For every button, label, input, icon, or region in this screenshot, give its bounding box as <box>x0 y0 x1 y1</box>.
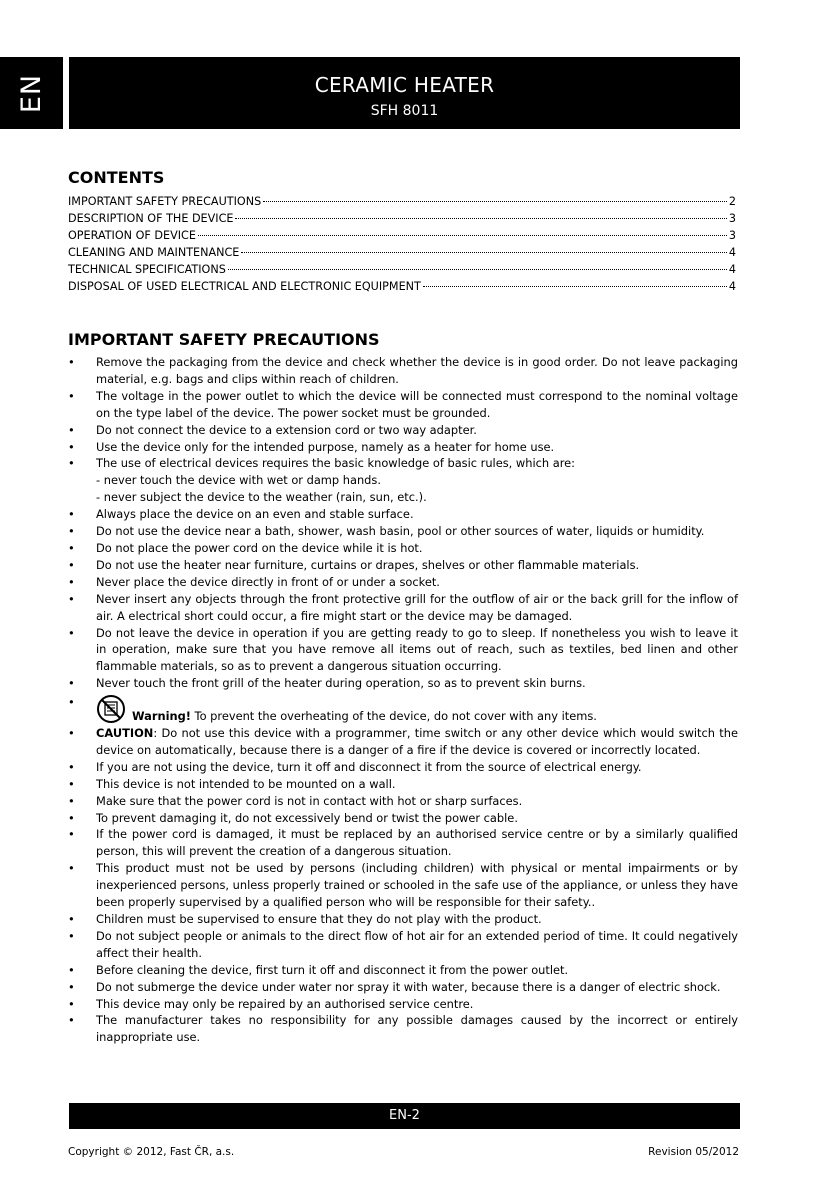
toc-entry <box>68 210 736 227</box>
list-item: • Do not leave the device in operation if you are getting ready to go to sleep. If nonetheless you wish to leave it in operation, make sure that you have remove all items out of reach, such as textiles, bed linen and other flammable materials, so as to prevent a dangerous situation occurring. <box>68 625 738 676</box>
toc-title: DISPOSAL OF USED ELECTRICAL AND ELECTRONIC EQUIPMENT <box>68 280 421 293</box>
list-item: • Never touch the front grill of the heater during operation, so as to prevent skin burns. <box>68 675 738 692</box>
toc-title: TECHNICAL SPECIFICATIONS <box>68 263 226 276</box>
toc-leader <box>423 286 727 287</box>
document-title: CERAMIC HEATER <box>314 73 495 97</box>
list-item: • To prevent damaging it, do not excessively bend or twist the power cable. <box>68 810 738 827</box>
list-item: • Do not connect the device to a extension cord or two way adapter. <box>68 422 738 439</box>
warning-text: To prevent the overheating of the device, do not cover with any items. <box>190 709 597 724</box>
list-item: • This product must not be used by persons (including children) with physical or mental impairments or by inexperienced persons, unless properly trained or schooled in the safe use of the appliance, or unless they have been properly supervised by a qualified person who will be responsible for their safety.. <box>68 860 738 911</box>
list-item: • This device is not intended to be mounted on a wall. <box>68 776 738 793</box>
language-label: EN <box>15 73 47 113</box>
list-item: • Remove the packaging from the device and check whether the device is in good order. Do not leave packaging material, e.g. bags and clips within reach of children. <box>68 354 738 388</box>
list-item: • Do not place the power cord on the device while it is hot. <box>68 540 738 557</box>
list-item: • The manufacturer takes no responsibility for any possible damages caused by the incorrect or entirely inappropriate use. <box>68 1012 738 1046</box>
list-item: • Always place the device on an even and stable surface. <box>68 506 738 523</box>
toc-leader <box>263 201 727 202</box>
warning-item <box>68 694 738 725</box>
list-item: • Before cleaning the device, first turn it off and disconnect it from the power outlet. <box>68 962 738 979</box>
toc-page: 4 <box>728 263 736 276</box>
rule-line: - never subject the device to the weather (rain, sun, etc.). <box>96 490 427 505</box>
toc-title: OPERATION OF DEVICE <box>68 229 196 242</box>
caution-text: : Do not use this device with a programmer, time switch or any other device which would switch the device on automatically, because there is a danger of a fire if the device is covered or incorrectly located. <box>96 726 738 757</box>
document-header <box>69 57 740 129</box>
toc-title: CLEANING AND MAINTENANCE <box>68 246 240 259</box>
list-item: • Do not subject people or animals to the direct flow of hot air for an extended period of time. It could negatively affect their health. <box>68 928 738 962</box>
toc-title: DESCRIPTION OF THE DEVICE <box>68 212 234 225</box>
list-item: • The voltage in the power outlet to which the device will be connected must correspond to the nominal voltage on the type label of the device. The power socket must be grounded. <box>68 388 738 422</box>
model-number: SFH 8011 <box>370 103 439 119</box>
contents-heading: CONTENTS <box>68 168 165 187</box>
list-item: • Do not submerge the device under water nor spray it with water, because there is a danger of electric shock. <box>68 979 738 996</box>
toc-page: 2 <box>728 195 736 208</box>
toc-leader <box>198 235 727 236</box>
toc-leader <box>235 218 726 219</box>
table-of-contents <box>68 193 736 295</box>
list-item: • This device may only be repaired by an authorised service centre. <box>68 996 738 1013</box>
rule-line: - never touch the device with wet or damp hands. <box>96 473 381 488</box>
list-item: • Never insert any objects through the front protective grill for the outflow of air or the back grill for the inflow of air. A electrical short could occur, a fire might start or the device may be damaged. <box>68 591 738 625</box>
do-not-cover-icon <box>96 694 126 724</box>
safety-heading: IMPORTANT SAFETY PRECAUTIONS <box>68 330 380 349</box>
revision-text: Revision 05/2012 <box>648 1146 739 1158</box>
toc-entry <box>68 227 736 244</box>
list-item: • Use the device only for the intended purpose, namely as a heater for home use. <box>68 439 738 456</box>
page-number: EN-2 <box>389 1108 420 1123</box>
copyright-text: Copyright © 2012, Fast ČR, a.s. <box>68 1146 235 1158</box>
list-item: • Do not use the device near a bath, shower, wash basin, pool or other sources of water, liquids or humidity. <box>68 523 738 540</box>
list-item: • Make sure that the power cord is not in contact with hot or sharp surfaces. <box>68 793 738 810</box>
page-number-bar <box>69 1103 740 1129</box>
warning-label: Warning! <box>132 709 191 724</box>
toc-page: 4 <box>728 280 736 293</box>
list-item: • Children must be supervised to ensure that they do not play with the product. <box>68 911 738 928</box>
list-item-rules <box>68 455 738 506</box>
list-item-text: • The use of electrical devices requires the basic knowledge of basic rules, which are: <box>96 456 575 471</box>
toc-leader <box>228 269 727 270</box>
toc-page: 4 <box>728 246 736 259</box>
toc-page: 3 <box>728 212 736 225</box>
language-tab <box>0 57 63 129</box>
toc-entry <box>68 261 736 278</box>
toc-entry <box>68 244 736 261</box>
list-item: • Never place the device directly in front of or under a socket. <box>68 574 738 591</box>
list-item: • If the power cord is damaged, it must be replaced by an authorised service centre or by a similarly qualified person, this will prevent the creation of a dangerous situation. <box>68 826 738 860</box>
list-item: • If you are not using the device, turn it off and disconnect it from the source of electrical energy. <box>68 759 738 776</box>
toc-page: 3 <box>728 229 736 242</box>
toc-entry <box>68 193 736 210</box>
safety-list <box>68 354 738 1046</box>
caution-label: CAUTION <box>96 726 154 741</box>
toc-entry <box>68 278 736 295</box>
list-item: • Do not use the heater near furniture, curtains or drapes, shelves or other flammable materials. <box>68 557 738 574</box>
caution-item <box>68 725 738 759</box>
toc-leader <box>241 252 727 253</box>
toc-title: IMPORTANT SAFETY PRECAUTIONS <box>68 195 262 208</box>
